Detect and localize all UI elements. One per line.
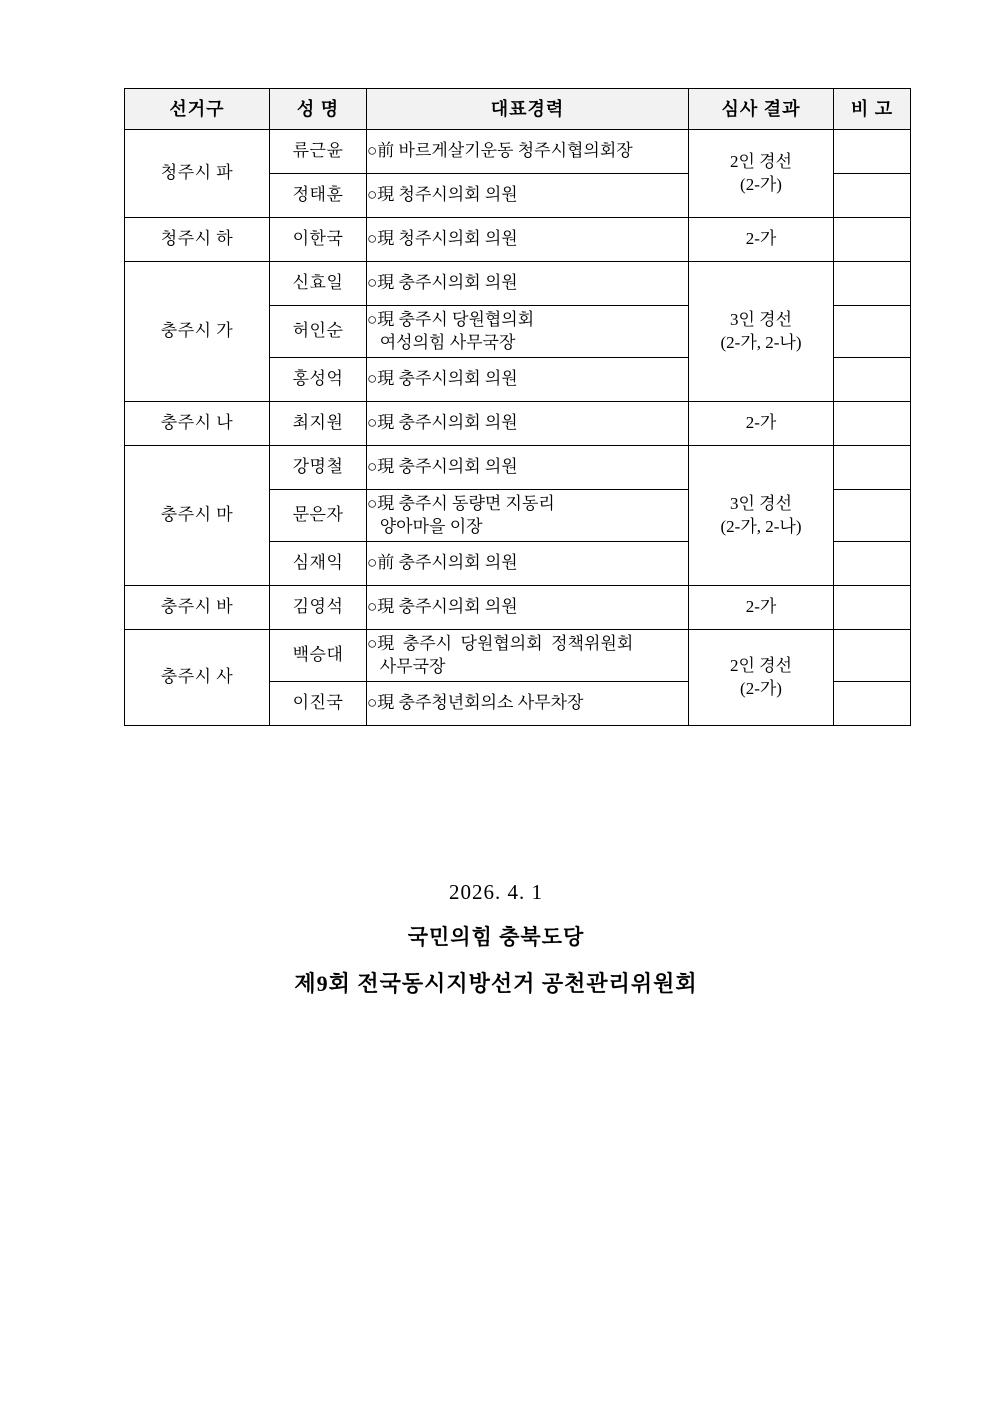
cell-remark (834, 218, 911, 262)
career-line: ○現 충주시 당원협의회 (367, 309, 535, 329)
cell-remark (834, 446, 911, 490)
table-row (125, 446, 911, 490)
cell-remark (834, 542, 911, 586)
cell-result (689, 586, 834, 630)
column-header-remark: 비 고 (834, 89, 911, 130)
cell-career (367, 262, 689, 306)
result-main: 2-가 (745, 597, 777, 617)
result-sub: (2-가, 2-나) (720, 332, 802, 352)
cell-remark (834, 306, 911, 358)
career-line: ○現 충주시의회 의원 (367, 369, 518, 389)
cell-career (367, 402, 689, 446)
cell-name: 최지원 (270, 402, 367, 446)
cell-remark (834, 174, 911, 218)
career-line: ○現 충주청년회의소 사무차장 (367, 693, 584, 713)
footer-date: 2026. 4. 1 (449, 880, 543, 904)
candidate-table (124, 88, 911, 726)
cell-result (689, 130, 834, 218)
cell-remark (834, 130, 911, 174)
cell-result (689, 446, 834, 586)
career-line: ○現 충주시의회 의원 (367, 597, 518, 617)
result-main: 3인 경선 (729, 493, 793, 513)
cell-career (367, 682, 689, 726)
cell-career (367, 358, 689, 402)
table-header (125, 89, 911, 130)
cell-name: 홍성억 (270, 358, 367, 402)
cell-career (367, 218, 689, 262)
cell-remark (834, 262, 911, 306)
cell-result (689, 262, 834, 402)
column-header-result: 심사 결과 (689, 89, 834, 130)
career-line: ○現 청주시의회 의원 (367, 229, 518, 249)
cell-remark (834, 402, 911, 446)
cell-name: 신효일 (270, 262, 367, 306)
career-line: ○現 청주시의회 의원 (367, 185, 518, 205)
cell-career (367, 446, 689, 490)
career-line: ○現 충주시의회 의원 (367, 273, 518, 293)
table-body (125, 130, 911, 726)
column-header-career: 대표경력 (367, 89, 689, 130)
career-line: ○現 충주시의회 의원 (367, 457, 518, 477)
cell-name: 허인순 (270, 306, 367, 358)
cell-name: 백승대 (270, 630, 367, 682)
cell-remark (834, 630, 911, 682)
cell-district: 충주시 마 (125, 446, 270, 586)
footer-committee: 제9회 전국동시지방선거 공천관리위원회 (294, 971, 698, 996)
table-row (125, 130, 911, 174)
cell-district: 충주시 바 (125, 586, 270, 630)
cell-result (689, 218, 834, 262)
cell-name: 이진국 (270, 682, 367, 726)
cell-result (689, 402, 834, 446)
result-main: 2인 경선 (729, 655, 793, 675)
career-line: 여성의힘 사무국장 (367, 332, 516, 352)
cell-district: 충주시 사 (125, 630, 270, 726)
table-row (125, 262, 911, 306)
cell-name: 강명철 (270, 446, 367, 490)
cell-name: 문은자 (270, 490, 367, 542)
cell-name: 심재익 (270, 542, 367, 586)
table-row (125, 586, 911, 630)
cell-district: 청주시 하 (125, 218, 270, 262)
career-line: ○前 충주시의회 의원 (367, 553, 518, 573)
career-line: ○現 충주시 동량면 지동리 (367, 493, 555, 513)
career-line: ○現 충주시 당원협의회 정책위원회 (367, 633, 634, 653)
cell-career (367, 586, 689, 630)
career-line: ○前 바르게살기운동 청주시협의회장 (367, 141, 633, 161)
column-header-district: 선거구 (125, 89, 270, 130)
candidate-table-container (124, 88, 910, 726)
cell-career (367, 542, 689, 586)
cell-career (367, 174, 689, 218)
result-main: 3인 경선 (729, 309, 793, 329)
footer-organization: 국민의힘 충북도당 (407, 925, 585, 949)
cell-district: 청주시 파 (125, 130, 270, 218)
career-line: ○現 충주시의회 의원 (367, 413, 518, 433)
cell-name: 정태훈 (270, 174, 367, 218)
result-main: 2-가 (745, 229, 777, 249)
table-row (125, 218, 911, 262)
column-header-name: 성 명 (270, 89, 367, 130)
cell-name: 김영석 (270, 586, 367, 630)
result-sub: (2-가, 2-나) (720, 516, 802, 536)
cell-remark (834, 586, 911, 630)
cell-remark (834, 682, 911, 726)
cell-career (367, 490, 689, 542)
cell-remark (834, 358, 911, 402)
cell-career (367, 130, 689, 174)
cell-result (689, 630, 834, 726)
table-row (125, 402, 911, 446)
career-line: 사무국장 (367, 656, 446, 676)
document-footer (0, 880, 992, 998)
result-sub: (2-가) (740, 678, 782, 698)
cell-remark (834, 490, 911, 542)
result-sub: (2-가) (740, 174, 782, 194)
cell-career (367, 630, 689, 682)
table-row (125, 630, 911, 682)
cell-name: 류근윤 (270, 130, 367, 174)
cell-district: 충주시 나 (125, 402, 270, 446)
career-line: 양아마을 이장 (367, 516, 483, 536)
cell-career (367, 306, 689, 358)
result-main: 2인 경선 (729, 151, 793, 171)
cell-name: 이한국 (270, 218, 367, 262)
cell-district: 충주시 가 (125, 262, 270, 402)
result-main: 2-가 (745, 413, 777, 433)
table-header-row (125, 89, 911, 130)
